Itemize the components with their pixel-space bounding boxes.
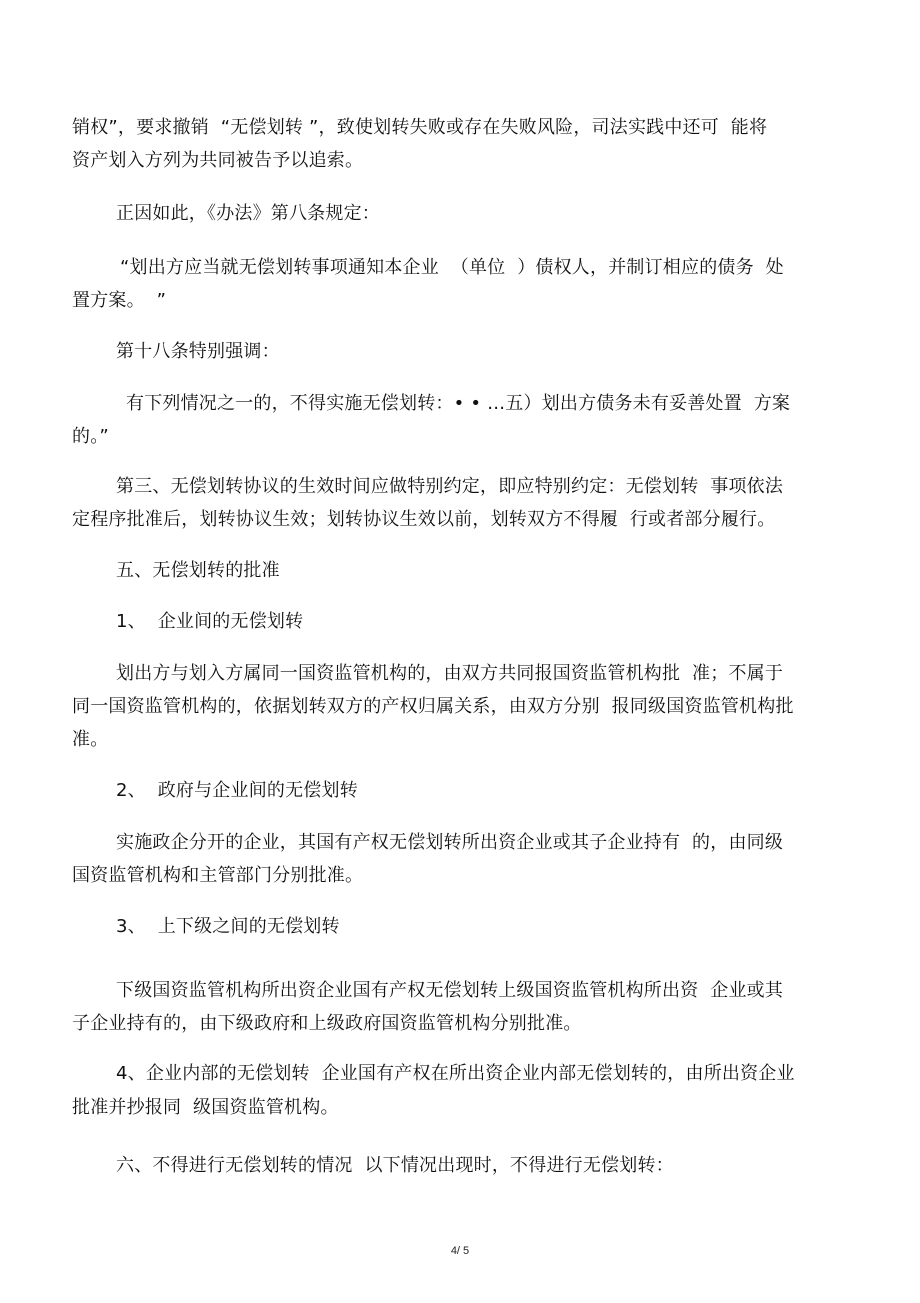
text-line: 销权”，要求撤销 “无偿划转 ”，致使划转失败或存在失败风险，司法实践中还可 能将 [72, 117, 768, 138]
text-line: 批准并抄报同 级国资监管机构。 [72, 1097, 339, 1118]
text-line: 国资监管机构和主管部门分别批准。 [72, 865, 364, 886]
text-line: 正因如此，《办法》第八条规定： [116, 203, 380, 224]
text-line: 第十八条特别强调： [116, 341, 280, 362]
text-line: 同一国资监管机构的，依据划转双方的产权归属关系，由双方分别 报同级国资监管机构批 [72, 696, 794, 717]
text-line: 划出方与划入方属同一国资监管机构的，由双方共同报国资监管机构批 准；不属于 [116, 663, 784, 684]
subsection-heading: 2、 政府与企业间的无偿划转 [116, 780, 358, 801]
text-line: 准。 [72, 729, 109, 750]
text-line: 资产划入方列为共同被告予以追索。 [72, 150, 364, 171]
text-line: 实施政企分开的企业，其国有产权无偿划转所出资企业或其子企业持有 的，由同级 [116, 832, 784, 853]
text-line: 下级国资监管机构所出资企业国有产权无偿划转上级国资监管机构所出资 企业或其 [116, 980, 784, 1001]
text-line: “划出方应当就无偿划转事项通知本企业 （单位 ）债权人，并制订相应的债务 处 [120, 257, 784, 278]
subsection-heading: 1、 企业间的无偿划转 [116, 611, 304, 632]
text-line: 4、企业内部的无偿划转 企业国有产权在所出资企业内部无偿划转的，由所出资企业 [116, 1063, 795, 1084]
text-line: 第三、无偿划转协议的生效时间应做特别约定，即应特别约定：无偿划转 事项依法 [116, 476, 784, 497]
text-line: 子企业持有的，由下级政府和上级政府国资监管机构分别批准。 [72, 1013, 582, 1034]
text-line: 有下列情况之一的，不得实施无偿划转：• • …五）划出方债务未有妥善处置 方案 [126, 393, 791, 414]
text-line: 置方案。 ” [72, 290, 167, 311]
section-heading: 五、无偿划转的批准 [116, 560, 280, 581]
text-line: 定程序批准后，划转协议生效；划转协议生效以前，划转双方不得履 行或者部分履行。 [72, 509, 776, 530]
page-number: 4/ 5 [450, 1245, 470, 1257]
text-line: 的。” [72, 426, 109, 447]
subsection-heading: 3、 上下级之间的无偿划转 [116, 916, 340, 937]
section-heading: 六、不得进行无偿划转的情况 以下情况出现时，不得进行无偿划转： [116, 1155, 674, 1176]
